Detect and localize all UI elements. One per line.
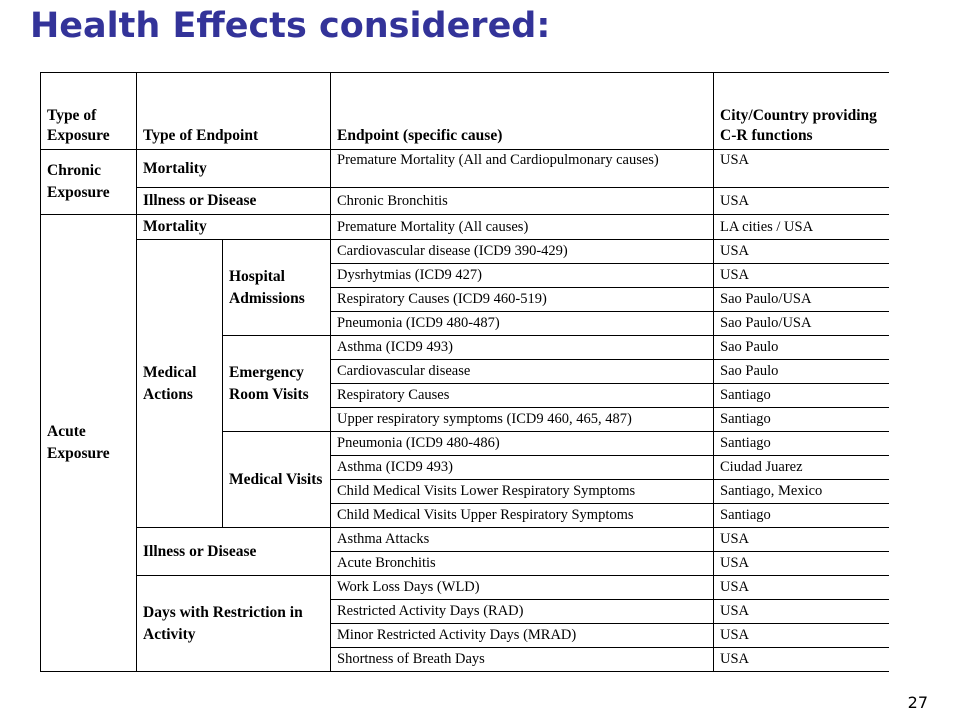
header-city-country: City/Country providing C-R functions xyxy=(714,73,889,150)
cause-cell: Minor Restricted Activity Days (MRAD) xyxy=(331,624,714,648)
cause-cell: Dysrhytmias (ICD9 427) xyxy=(331,264,714,288)
slide-title: Health Effects considered: xyxy=(30,6,551,46)
cause-cell: Chronic Bronchitis xyxy=(331,188,714,215)
city-cell: Sao Paulo xyxy=(714,336,889,360)
city-cell: USA xyxy=(714,648,889,672)
table-row xyxy=(41,215,889,240)
city-cell: USA xyxy=(714,624,889,648)
city-cell: USA xyxy=(714,188,889,215)
table-row xyxy=(41,240,889,264)
table-row xyxy=(41,150,889,188)
cause-cell: Asthma Attacks xyxy=(331,528,714,552)
cause-cell: Cardiovascular disease xyxy=(331,360,714,384)
city-cell: Santiago xyxy=(714,408,889,432)
endpoint-acute-illness: Illness or Disease xyxy=(137,528,331,576)
cause-cell: Child Medical Visits Lower Respiratory Symptoms xyxy=(331,480,714,504)
cause-cell: Work Loss Days (WLD) xyxy=(331,576,714,600)
header-specific-cause: Endpoint (specific cause) xyxy=(331,73,714,150)
cause-cell: Shortness of Breath Days xyxy=(331,648,714,672)
subtype-emergency-room-visits: Emergency Room Visits xyxy=(223,336,331,432)
city-cell: Sao Paulo xyxy=(714,360,889,384)
cause-cell: Cardiovascular disease (ICD9 390-429) xyxy=(331,240,714,264)
cause-cell: Acute Bronchitis xyxy=(331,552,714,576)
cause-cell: Pneumonia (ICD9 480-487) xyxy=(331,312,714,336)
subtype-medical-visits: Medical Visits xyxy=(223,432,331,528)
city-cell: USA xyxy=(714,264,889,288)
city-cell: USA xyxy=(714,552,889,576)
city-cell: USA xyxy=(714,600,889,624)
table-row xyxy=(41,528,889,552)
cause-cell: Premature Mortality (All and Cardiopulmonary causes) xyxy=(331,150,714,188)
table-header-row xyxy=(41,73,889,150)
city-cell: Santiago, Mexico xyxy=(714,480,889,504)
endpoint-medical-actions: Medical Actions xyxy=(137,240,223,528)
city-cell: Ciudad Juarez xyxy=(714,456,889,480)
city-cell: USA xyxy=(714,240,889,264)
exposure-acute: Acute Exposure xyxy=(41,215,137,672)
header-exposure: Type of Exposure xyxy=(41,73,137,150)
city-cell: USA xyxy=(714,576,889,600)
endpoint-chronic-mortality: Mortality xyxy=(137,150,331,188)
city-cell: Santiago xyxy=(714,384,889,408)
exposure-chronic: Chronic Exposure xyxy=(41,150,137,215)
endpoint-restricted-activity: Days with Restriction in Activity xyxy=(137,576,331,672)
cause-cell: Child Medical Visits Upper Respiratory Symptoms xyxy=(331,504,714,528)
table-row xyxy=(41,576,889,600)
city-cell: Santiago xyxy=(714,504,889,528)
header-endpoint: Type of Endpoint xyxy=(137,73,331,150)
subtype-hospital-admissions: Hospital Admissions xyxy=(223,240,331,336)
cause-cell: Premature Mortality (All causes) xyxy=(331,215,714,240)
cause-cell: Pneumonia (ICD9 480-486) xyxy=(331,432,714,456)
city-cell: Santiago xyxy=(714,432,889,456)
cause-cell: Asthma (ICD9 493) xyxy=(331,336,714,360)
table-row xyxy=(41,188,889,215)
city-cell: Sao Paulo/USA xyxy=(714,288,889,312)
city-cell: Sao Paulo/USA xyxy=(714,312,889,336)
cause-cell: Upper respiratory symptoms (ICD9 460, 465, 487) xyxy=(331,408,714,432)
cause-cell: Respiratory Causes xyxy=(331,384,714,408)
cause-cell: Respiratory Causes (ICD9 460-519) xyxy=(331,288,714,312)
cause-cell: Restricted Activity Days (RAD) xyxy=(331,600,714,624)
page-number: 27 xyxy=(907,693,928,712)
city-cell: USA xyxy=(714,528,889,552)
city-cell: USA xyxy=(714,150,889,188)
endpoint-acute-mortality: Mortality xyxy=(137,215,331,240)
endpoint-chronic-illness: Illness or Disease xyxy=(137,188,331,215)
cause-cell: Asthma (ICD9 493) xyxy=(331,456,714,480)
city-cell: LA cities / USA xyxy=(714,215,889,240)
health-effects-table xyxy=(40,72,889,672)
